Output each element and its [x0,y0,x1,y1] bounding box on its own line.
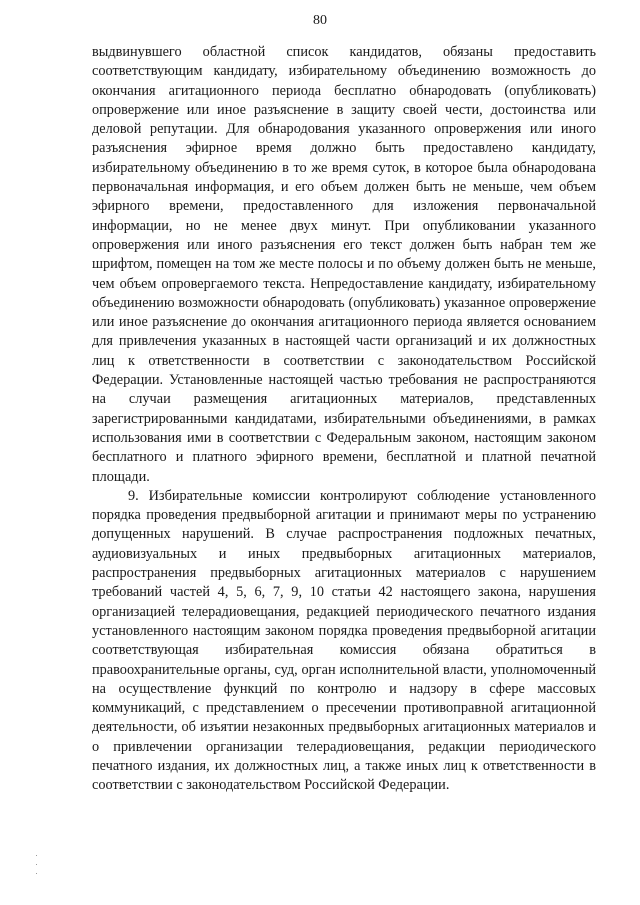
scan-margin-marks [36,855,38,881]
page-number: 80 [313,13,327,28]
document-body [92,43,596,796]
scan-speck [36,873,37,874]
paragraph-continuation: выдвинувшего областной список кандидатов, обязаны предоставить соответствующим кандидату, избирательному объединению возможность до окончания агитационного периода бесплатно обнародовать (опубликовать) опровержение или иное разъяснение в защиту своей чести, достоинства или деловой репутации. Для обнародования указанного опровержения или иного разъяснения эфирное время должно быть предоставлено кандидату, избирательному объединению в то же время суток, в которое была обнародована первоначальная информация, и его объем должен быть не меньше, чем объем эфирного времени, предоставленного для изложения первоначальной информации, но не менее двух минут. При опубликовании указанного опровержения или иного разъяснения его текст должен быть набран тем же шрифтом, помещен на том же месте полосы и по объему должен быть не меньше, чем объем опровергаемого текста. Непредоставление кандидату, избирательному объединению возможности обнародовать (опубликовать) указанное опровержение или иное разъяснение до окончания агитационного периода является основанием для привлечения указанных в настоящей части организаций и их должностных лиц к ответственности в соответствии с законодательством Российской Федерации. Установленные настоящей частью требования не распространяются на случаи размещения агитационных материалов, представленных зарегистрированными кандидатами, избирательными объединениями, в рамках использования ими в соответствии с Федеральным законом, настоящим законом бесплатного и платного эфирного времени, бесплатной и платной печатной площади. [92,44,596,485]
scan-speck [36,864,37,865]
paragraph-item-9: 9. Избирательные комиссии контролируют соблюдение установленного порядка проведения предвыборной агитации и принимают меры по устранению допущенных нарушений. В случае распространения подложных печатных, аудиовизуальных и иных предвыборных агитационных материалов, распространения предвыборных агитационных материалов с нарушением требований частей 4, 5, 6, 7, 9, 10 статьи 42 настоящего закона, нарушения организацией телерадиовещания, редакцией периодического печатного издания установленного настоящим законом порядка проведения предвыборной агитации соответствующая избирательная комиссия обязана обратиться в правоохранительные органы, суд, орган исполнительной власти, уполномоченный на осуществление функций по контролю и надзору в сфере массовых коммуникаций, с представлением о пресечении противоправной агитационной деятельности, об изъятии незаконных предвыборных агитационных материалов и о привлечении организации телерадиовещания, редакции периодического печатного издания, их должностных лиц, а также иных лиц к ответственности в соответствии с законодательством Российской Федерации. [92,487,596,794]
scan-speck [36,855,37,856]
